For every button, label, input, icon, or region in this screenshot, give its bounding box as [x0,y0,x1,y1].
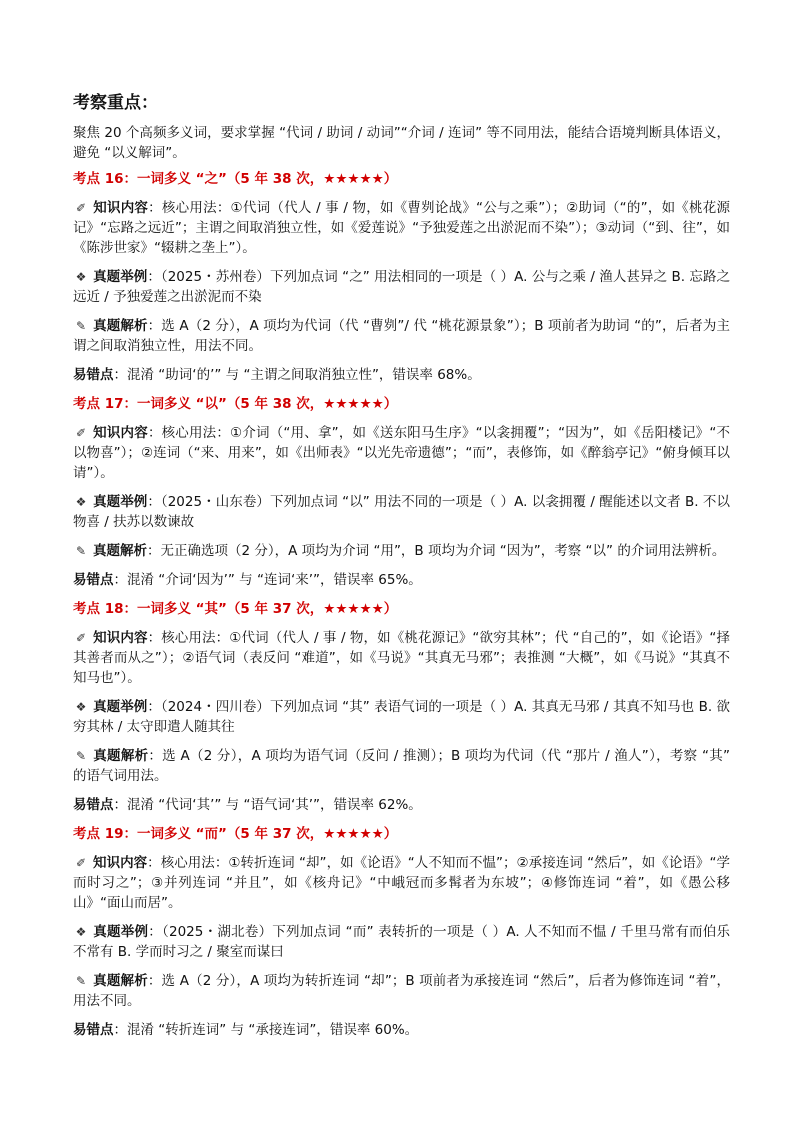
exam-point-title: 考点 16：一词多义 “之”（5 年 38 次，★★★★★） [73,171,398,187]
common-mistake-paragraph [73,365,730,385]
exam-analysis-paragraph [73,541,730,561]
common-mistake-label: 易错点 [73,797,114,813]
knowledge-content-paragraph [73,423,730,483]
knowledge-content-text: ：核心用法：①转折连词 “却”，如《论语》“人不知而不愠”；②承接连词 “然后”，如《论语》“学而时习之”；③并列连词 “并且”，如《核舟记》“中峨冠而多髯者为东坡”；④修饰连词 “着”，如《愚公移山》“面山而居”。 [73,855,730,911]
pen-icon: ✎ [75,544,87,558]
exam-example-text: ：（2025・苏州卷）下列加点词 “之” 用法相同的一项是（ ）A. 公与之乘 / 渔人甚异之 B. 忘路之远近 / 予独爱莲之出淤泥而不染 [73,269,730,305]
exam-point-title: 考点 19：一词多义 “而”（5 年 37 次，★★★★★） [73,826,398,842]
common-mistake-label: 易错点 [73,1022,114,1038]
pencil-icon: ✐ [75,201,87,215]
exam-point [73,394,730,590]
exam-point [73,824,730,1040]
common-mistake-text: ：混淆 “助词‘的’” 与 “主谓之间取消独立性”，错误率 68%。 [113,367,481,383]
pencil-icon: ✐ [75,631,87,645]
common-mistake-paragraph [73,1020,730,1040]
intro-paragraph: 聚焦 20 个高频多义词，要求掌握 “代词 / 助词 / 动词”“介词 / 连词” 等不同用法，能结合语境判断具体语义，避免 “以义解词”。 [73,125,730,161]
exam-example-paragraph [73,267,730,307]
exam-example-label: 真题举例 [93,924,149,940]
exam-analysis-paragraph [73,971,730,1011]
diamond-icon: ❖ [75,495,87,509]
pen-icon: ✎ [75,749,87,763]
pencil-icon: ✐ [75,426,87,440]
exam-point-title: 考点 18：一词多义 “其”（5 年 37 次，★★★★★） [73,601,398,617]
exam-point [73,599,730,815]
knowledge-content-paragraph [73,628,730,688]
knowledge-content-paragraph [73,853,730,913]
pen-icon: ✎ [75,319,87,333]
exam-analysis-label: 真题解析 [93,543,147,559]
knowledge-content-text: ：核心用法：①介词（“用、拿”，如《送东阳马生序》“以衾拥覆”；“因为”，如《岳阳楼记》“不以物喜”）；②连词（“来、用来”，如《出师表》“以光先帝遗德”；“而”，表修饰，如《醉翁亭记》“俯身倾耳以请”）。 [73,425,731,481]
exam-example-label: 真题举例 [93,699,148,715]
knowledge-content-label: 知识内容 [93,855,148,871]
exam-example-text: ：（2025・山东卷）下列加点词 “以” 用法不同的一项是（ ）A. 以衾拥覆 / 醒能述以文者 B. 不以物喜 / 扶苏以数谏故 [73,494,730,530]
knowledge-content-text: ：核心用法：①代词（代人 / 事 / 物，如《桃花源记》“欲穷其林”；代 “自己的”，如《论语》“择其善者而从之”）；②语气词（表反问 “难道”，如《马说》“其真无马邪”；表推测 “大概”，如《马说》“其真不知马也”）。 [73,630,731,686]
exam-point-title: 考点 17：一词多义 “以”（5 年 38 次，★★★★★） [73,396,398,412]
common-mistake-text: ：混淆 “转折连词” 与 “承接连词”，错误率 60%。 [113,1022,419,1038]
exam-analysis-paragraph [73,316,730,356]
exam-analysis-label: 真题解析 [93,973,148,989]
exam-analysis-text: ：无正确选项（2 分），A 项均为介词 “用”，B 项均为介词 “因为”，考察 “以” 的介词用法辨析。 [147,543,726,559]
exam-example-label: 真题举例 [93,269,148,285]
common-mistake-text: ：混淆 “介词‘因为’” 与 “连词‘来’”，错误率 65%。 [113,572,422,588]
exam-analysis-label: 真题解析 [93,748,149,764]
diamond-icon: ❖ [75,925,87,939]
diamond-icon: ❖ [75,270,87,284]
exam-example-text: ：（2024・四川卷）下列加点词 “其” 表语气词的一项是（ ）A. 其真无马邪 / 其真不知马也 B. 欲穷其林 / 太守即遣人随其往 [73,699,730,735]
exam-analysis-label: 真题解析 [93,318,148,334]
exam-example-text: ：（2025・湖北卷）下列加点词 “而” 表转折的一项是（ ）A. 人不知而不愠 / 千里马常有而伯乐不常有 B. 学而时习之 / 聚室而谋曰 [73,924,730,960]
knowledge-content-paragraph [73,198,730,258]
exam-example-label: 真题举例 [93,494,148,510]
knowledge-content-label: 知识内容 [93,630,148,646]
knowledge-content-label: 知识内容 [93,200,149,216]
knowledge-content-label: 知识内容 [93,425,148,441]
exam-analysis-paragraph [73,746,730,786]
exam-analysis-text: ：选 A（2 分），A 项均为转折连词 “却”；B 项前者为承接连词 “然后”，后者为修饰连词 “着”，用法不同。 [73,973,730,1009]
common-mistake-text: ：混淆 “代词‘其’” 与 “语气词‘其’”，错误率 62%。 [113,797,422,813]
diamond-icon: ❖ [75,700,87,714]
pen-icon: ✎ [75,974,87,988]
common-mistake-label: 易错点 [73,572,114,588]
pencil-icon: ✐ [75,856,87,870]
exam-analysis-text: ：选 A（2 分），A 项均为语气词（反问 / 推测）；B 项均为代词（代 “那片 / 渔人”），考察 “其” 的语气词用法。 [73,748,731,784]
common-mistake-paragraph [73,795,730,815]
common-mistake-label: 易错点 [73,367,114,383]
knowledge-content-text: ：核心用法：①代词（代人 / 事 / 物，如《曹刿论战》“公与之乘”）；②助词（“的”，如《桃花源记》“忘路之远近”；主谓之间取消独立性，如《爱莲说》“予独爱莲之出淤泥而不染”）；③动词（“到、往”，如《陈涉世家》“辍耕之垄上”）。 [73,200,731,256]
exam-point [73,169,730,385]
exam-example-paragraph [73,922,730,962]
common-mistake-paragraph [73,570,730,590]
points-list [73,169,730,1040]
exam-example-paragraph [73,492,730,532]
section-heading: 考察重点： [73,93,158,113]
exam-example-paragraph [73,697,730,737]
exam-analysis-text: ：选 A（2 分），A 项均为代词（代 “曹刿”/ 代 “桃花源景象”）；B 项前者为助词 “的”，后者为主谓之间取消独立性，用法不同。 [73,318,731,354]
